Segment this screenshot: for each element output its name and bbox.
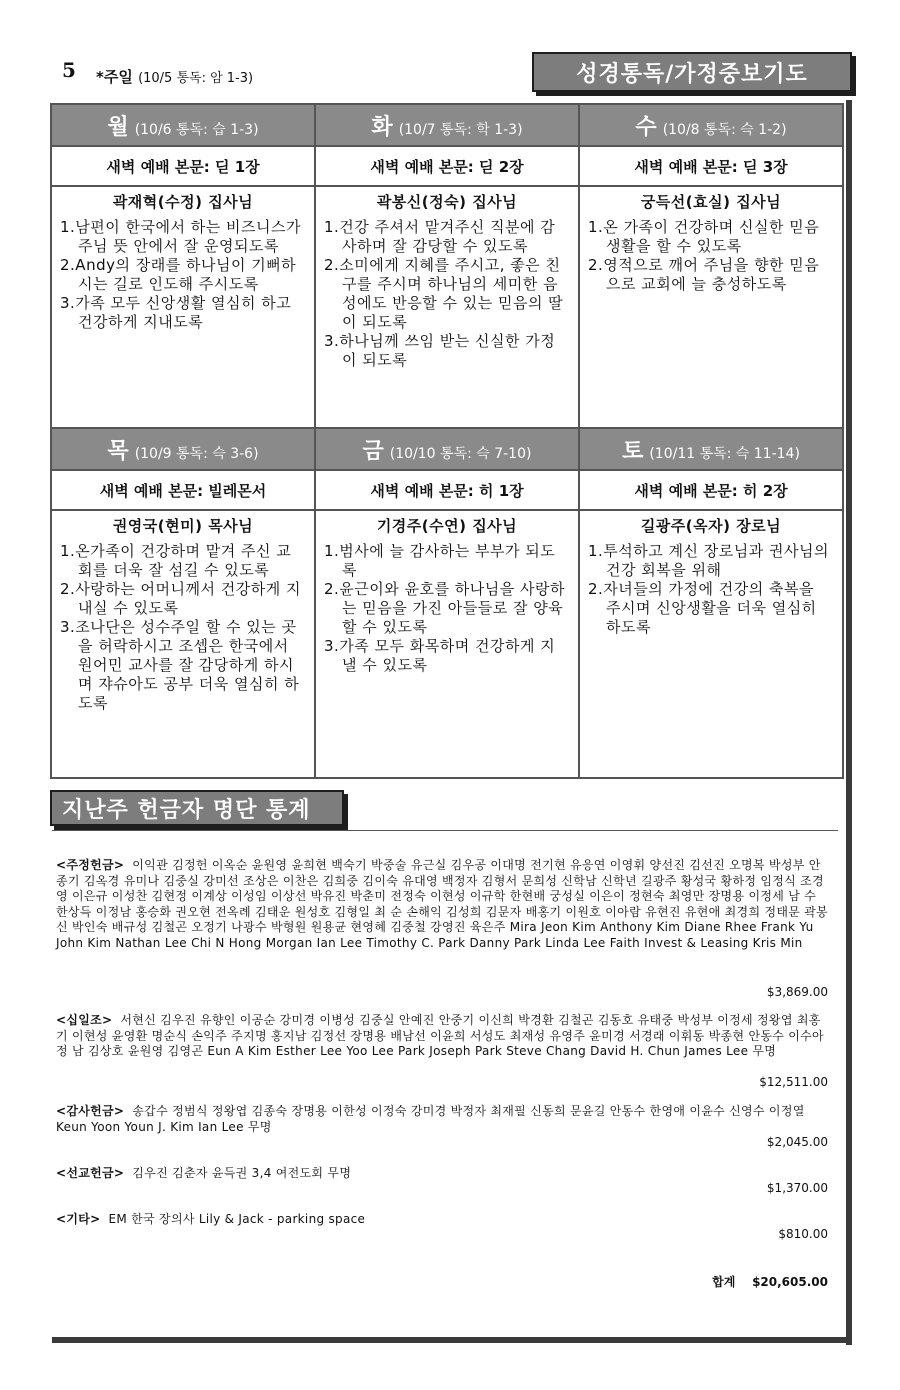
category-label: <기타> [56, 1212, 101, 1226]
prayer-item: 2.사랑하는 어머니께서 건강하게 지내실 수 있도록 [60, 580, 301, 617]
category-amount: $12,511.00 [759, 1075, 828, 1089]
prayer-item: 3.하나님께 쓰임 받는 신실한 가정이 되도록 [324, 332, 556, 369]
prayer-item: 3.조나단은 성수주일 할 수 있는 곳을 허락하시고 조셉은 한국에서 원어민 교사를 잘 감당하게 하시며 쟈슈아도 공부 더욱 열심히 하도록 [60, 618, 300, 712]
dawn-verse-fri: 새벽 예배 본문: 히 1장 [315, 470, 579, 510]
prayer-person: 길광주(옥자) 장로님 [640, 517, 782, 535]
prayer-item: 2.자녀들의 가정에 건강의 축복을 주시며 신앙생활을 더욱 열심히 하도록 [588, 580, 817, 636]
offering-category-thanks [56, 1104, 830, 1135]
prayer-item: 3.가족 모두 신앙생활 열심히 하고 건강하게 지내도록 [60, 294, 292, 331]
day-header-wed [579, 104, 843, 146]
prayer-cell-sat [579, 510, 843, 778]
prayer-item: 3.가족 모두 화목하며 건강하게 지낼 수 있도록 [324, 637, 556, 674]
day-label: 금 [362, 438, 384, 464]
category-amount: $2,045.00 [766, 1135, 828, 1149]
prayer-item: 2.윤근이와 윤호를 하나님을 사랑하는 믿음을 가진 아들들로 잘 양육할 수 있도록 [324, 580, 565, 636]
dawn-verse-thu: 새벽 예배 본문: 빌레몬서 [51, 470, 315, 510]
sunday-reading-line [96, 66, 253, 87]
prayer-person: 권영국(현미) 목사님 [112, 517, 254, 535]
offering-category-regular [56, 858, 830, 951]
prayer-item: 1.남편이 한국에서 하는 비즈니스가 주님 뜻 안에서 잘 운영되도록 [60, 218, 301, 255]
day-reading: (10/6 통독: 습 1-3) [134, 121, 259, 138]
offering-total [712, 1273, 828, 1290]
category-label: <선교헌금> [56, 1166, 125, 1180]
category-amount: $810.00 [778, 1227, 828, 1241]
category-amount: $1,370.00 [766, 1181, 828, 1195]
day-reading: (10/10 통독: 슥 7-10) [389, 445, 532, 462]
day-reading: (10/11 통독: 슥 11-14) [649, 445, 800, 462]
donor-names: 이익관 김정헌 이옥순 윤원영 윤희현 백숙기 박중술 유근실 김우공 이대명 전기현 유응연 이영휘 양선진 김선진 오명복 박성부 안종기 김옥경 유미나 김중실 강미선 조상은 이찬은 김희중 김이숙 유대영 백정자 김형서 문희성 신학남 신학년 길광주 황성국 황하정 임정식 조경영 이은규 이성찬 김현정 이계상 이성임 이상선 박유진 박춘미 전정숙 이현성 이규학 한현배 궁성실 이은이 정현숙 최영만 장명용 이정세 남 수 한상득 이정남 홍승화 권오현 전옥례 김태운 원성호 김형일 최 순 손해익 김성희 김문자 배홍기 이원호 이아람 유현진 유현애 최경희 정태문 곽봉신 박인숙 배규성 김철곤 오정기 나광수 박형원 원용균 현영혜 김중철 강영진 육은주 Mira Jeon Kim Anthony Kim Diane Rhee Frank Yu John Kim Nathan Lee Chi N Hong Morgan Ian Lee Timothy C. Park Danny Park Linda Lee Faith Invest & Leasing Kris Min [56, 858, 829, 950]
day-header-mon [51, 104, 315, 146]
offering-category-tithe [56, 1013, 830, 1060]
page-frame-right [846, 100, 852, 1345]
prayer-cell-tue [315, 186, 579, 428]
prayer-cell-thu [51, 510, 315, 778]
page-frame-bottom [52, 1337, 852, 1343]
sunday-reading: (10/5 통독: 암 1-3) [138, 71, 254, 86]
offering-stats-banner: 지난주 헌금자 명단 통계 [50, 790, 344, 826]
sunday-label: *주일 [96, 68, 133, 86]
section-divider [52, 830, 838, 831]
day-header-tue [315, 104, 579, 146]
prayer-item: 1.범사에 늘 감사하는 부부가 되도록 [324, 542, 556, 579]
prayer-item: 2.Andy의 장래를 하나님이 기뻐하시는 길로 인도해 주시도록 [60, 256, 297, 293]
dawn-verse-sat: 새벽 예배 본문: 히 2장 [579, 470, 843, 510]
donor-names: 송갑수 정범식 정왕엽 김종숙 장명용 이한성 이정숙 강미경 박정자 최재필 신동희 문윤길 안동수 한영애 이윤수 신영수 이정열 Keun Yoon Youn J. Kim Ian Lee 무명 [56, 1104, 805, 1134]
prayer-person: 곽봉신(정숙) 집사님 [376, 193, 518, 211]
prayer-item: 2.소미에게 지혜를 주시고, 좋은 친구를 주시며 하나님의 세미한 음성에도 반응할 수 있는 믿음의 딸이 되도록 [324, 256, 564, 331]
category-label: <감사헌금> [56, 1104, 125, 1118]
day-header-fri [315, 428, 579, 470]
page-number: 5 [62, 58, 76, 82]
day-label: 토 [622, 438, 644, 464]
offering-category-mission [56, 1166, 830, 1182]
prayer-cell-wed [579, 186, 843, 428]
category-label: <십일조> [56, 1013, 113, 1027]
prayer-item: 2.영적으로 깨어 주님을 향한 믿음으로 교회에 늘 충성하도록 [588, 256, 820, 293]
prayer-item: 1.온가족이 건강하며 맡겨 주신 교회를 더욱 잘 섬길 수 있도록 [60, 542, 292, 579]
donor-names: EM 한국 장의사 Lily & Jack - parking space [108, 1212, 366, 1226]
prayer-item: 1.온 가족이 건강하며 신실한 믿음생활을 할 수 있도록 [588, 218, 820, 255]
offering-category-other [56, 1212, 830, 1228]
day-label: 화 [371, 114, 393, 140]
prayer-cell-fri [315, 510, 579, 778]
donor-names: 김우진 김춘자 윤득권 3,4 여전도회 무명 [132, 1166, 352, 1180]
day-label: 월 [107, 114, 129, 140]
dawn-verse-wed: 새벽 예배 본문: 딛 3장 [579, 146, 843, 186]
day-reading: (10/7 통독: 학 1-3) [398, 121, 523, 138]
day-label: 목 [107, 438, 129, 464]
page-title-banner: 성경통독/가정중보기도 [532, 52, 852, 92]
prayer-person: 곽재혁(수정) 집사님 [112, 193, 254, 211]
prayer-cell-mon [51, 186, 315, 428]
day-header-thu [51, 428, 315, 470]
total-label: 합계 [712, 1275, 736, 1289]
day-reading: (10/8 통독: 슥 1-2) [662, 121, 787, 138]
day-reading: (10/9 통독: 슥 3-6) [134, 445, 259, 462]
category-amount: $3,869.00 [766, 985, 828, 999]
category-label: <주정헌금> [56, 858, 125, 872]
prayer-person: 궁득선(효실) 집사님 [640, 193, 782, 211]
prayer-item: 1.투석하고 계신 장로님과 권사님의 건강 회복을 위해 [588, 542, 829, 579]
day-header-sat [579, 428, 843, 470]
day-label: 수 [635, 114, 657, 140]
prayer-item: 1.건강 주셔서 맡겨주신 직분에 감사하며 잘 감당할 수 있도록 [324, 218, 556, 255]
dawn-verse-mon: 새벽 예배 본문: 딛 1장 [51, 146, 315, 186]
prayer-person: 기경주(수연) 집사님 [376, 517, 518, 535]
donor-names: 서현신 김우진 유향인 이공순 강미경 이병성 김중실 안예진 안중기 이신희 박경환 김철곤 김동호 유태중 박성부 이정세 정왕엽 최홍기 이현성 윤영환 명순식 손익주 주지명 홍지남 김정선 장명용 배남선 이윤희 서성도 최재성 유영주 윤미경 서경래 이휘동 박종현 안동수 이수아 정 남 김상호 윤원영 김영곤 Eun A Kim Esther Lee Yoo Lee Park Joseph Park Steve Chang David H. Chun James Lee 무명 [56, 1013, 824, 1058]
dawn-verse-tue: 새벽 예배 본문: 딛 2장 [315, 146, 579, 186]
total-amount: $20,605.00 [752, 1275, 828, 1289]
prayer-schedule-table [50, 103, 844, 779]
